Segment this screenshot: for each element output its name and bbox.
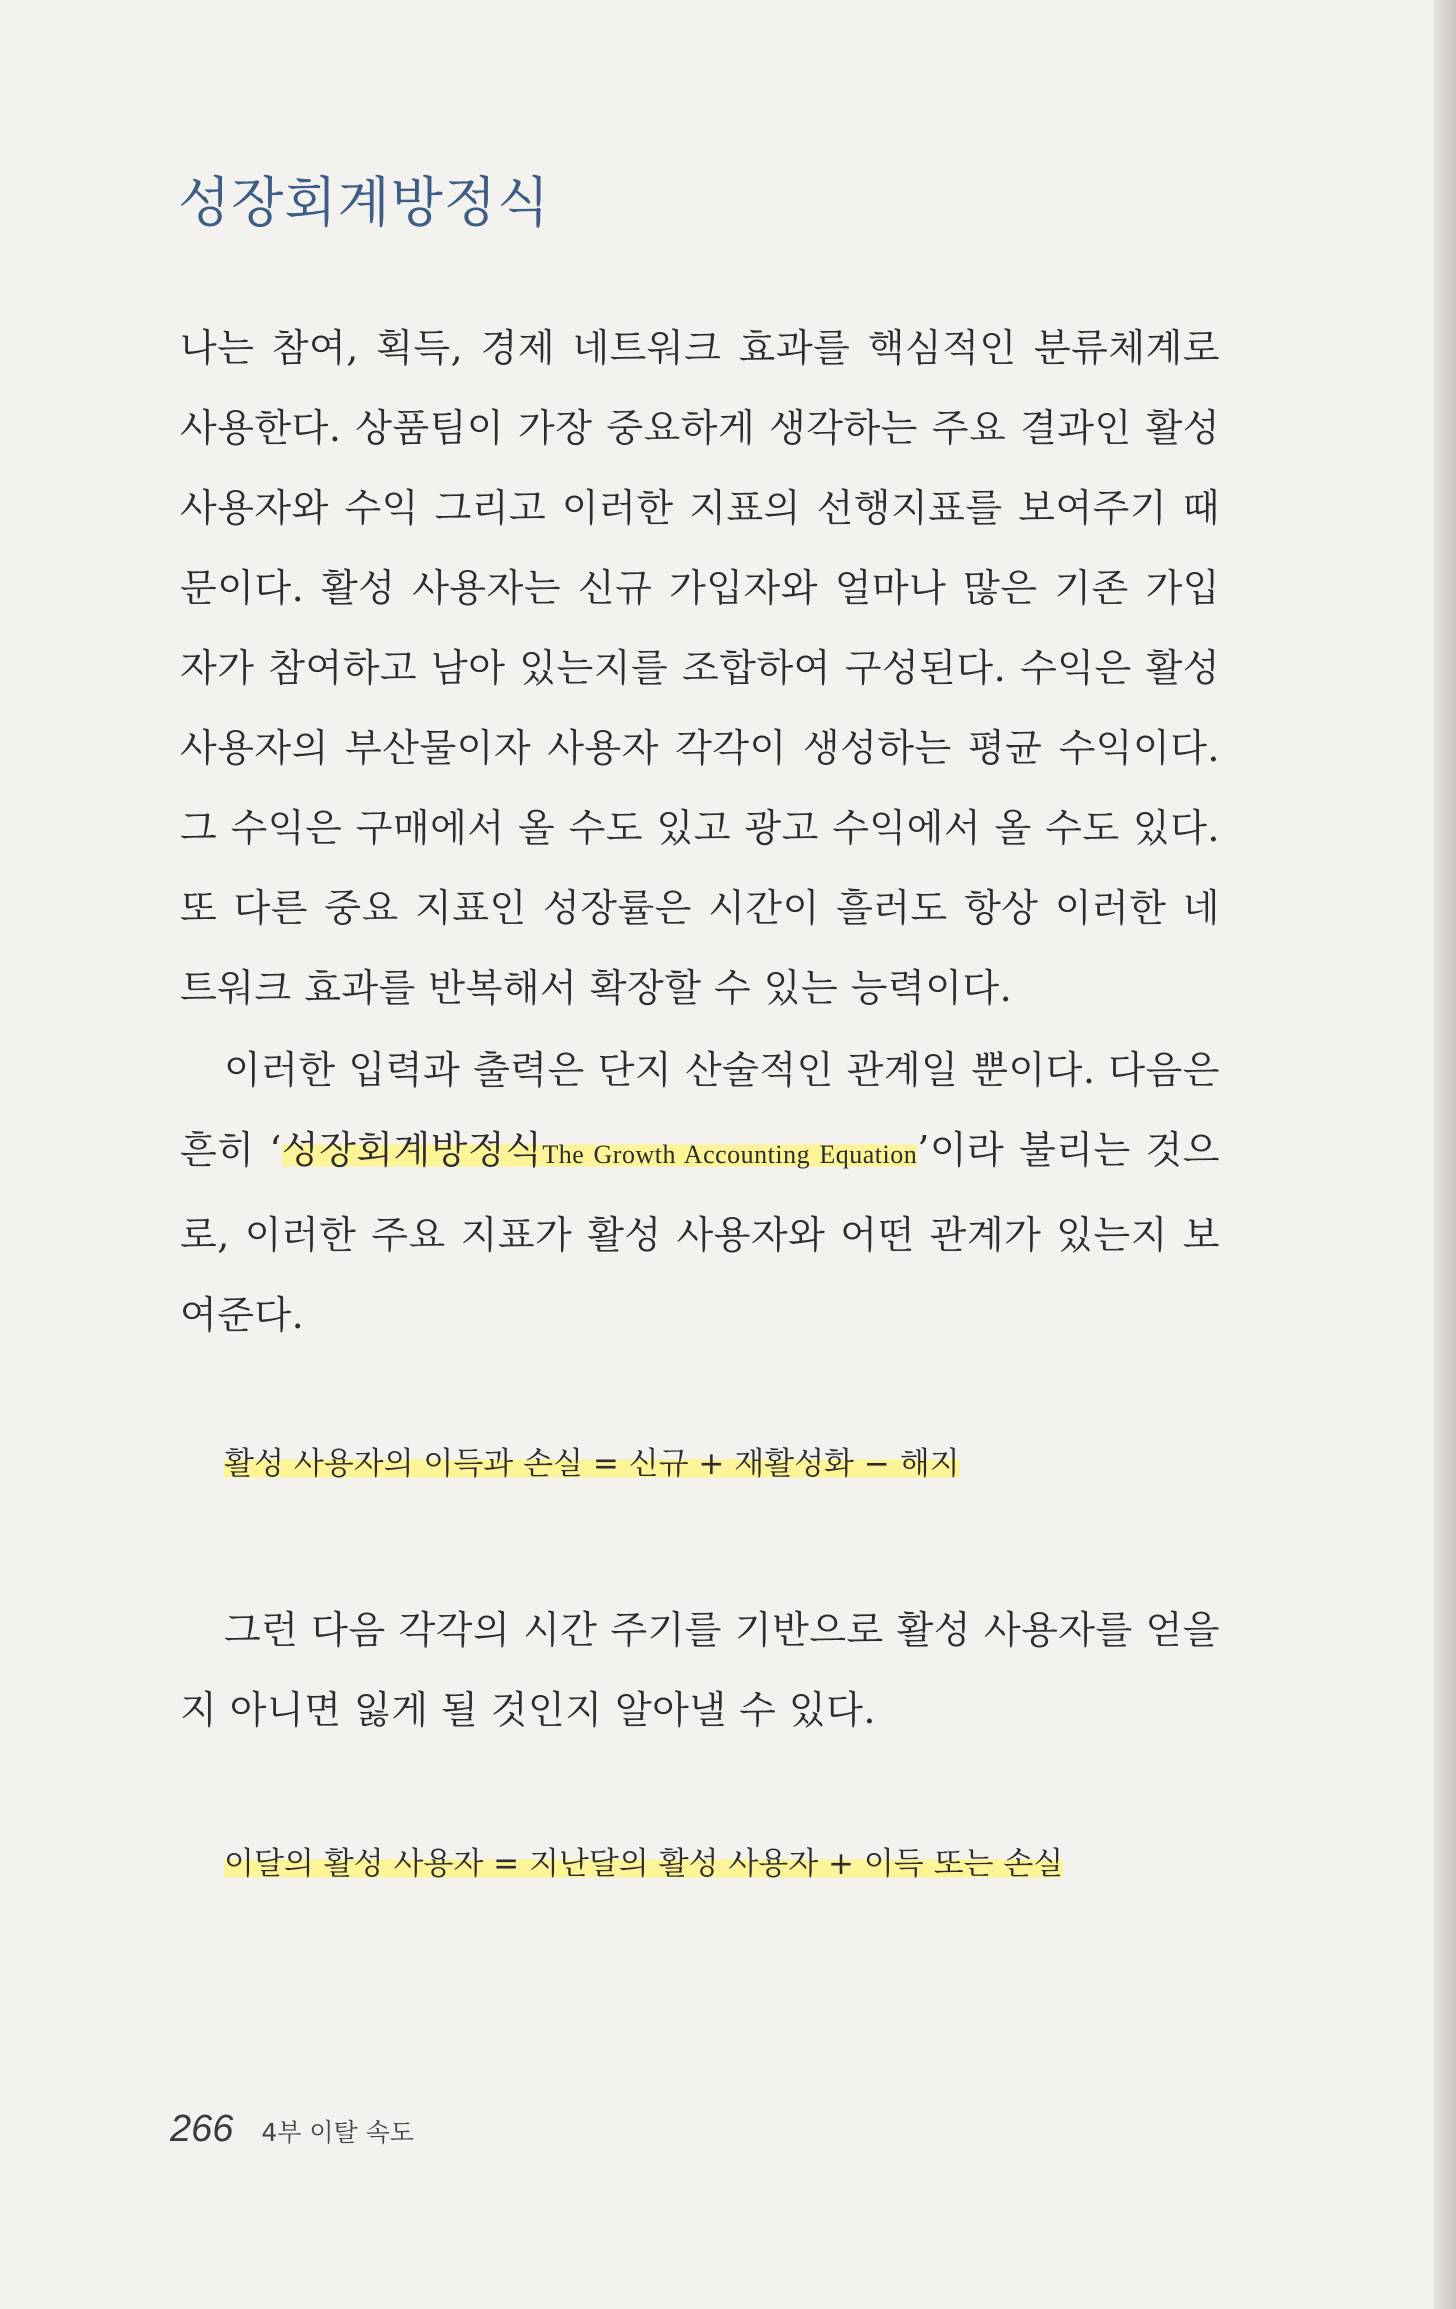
term-english: The Growth Accounting Equation	[542, 1140, 918, 1169]
paragraph-2-text-after: ’이라 불리는 것으로, 이러한 주요 지표가 활성 사용자와 어떤 관계가 있는지 보여준다.	[180, 1128, 1220, 1337]
page-number: 266	[170, 2108, 234, 2150]
body-paragraph-2	[180, 1030, 1220, 1355]
formula-monthly-active	[224, 1838, 1063, 1883]
highlighted-term	[282, 1128, 917, 1172]
paragraph-2-text-before: 이러한 입력과 출력은 단지 산술적인 관계일 뿐이다. 다음은 흔히 ‘	[180, 1048, 1220, 1172]
body-paragraph-1: 나는 참여, 획득, 경제 네트워크 효과를 핵심적인 분류체계로 사용한다. 상품팀이 가장 중요하게 생각하는 주요 결과인 활성 사용자와 수익 그리고 이러한 지표의 선행지표를 보여주기 때문이다. 활성 사용자는 신규 가입자와 얼마나 많은 기존 가입자가 참여하고 남아 있는지를 조합하여 구성된다. 수익은 활성 사용자의 부산물이자 사용자 각각이 생성하는 평균 수익이다. 그 수익은 구매에서 올 수도 있고 광고 수익에서 올 수도 있다. 또 다른 중요 지표인 성장률은 시간이 흘러도 항상 이러한 네트워크 효과를 반복해서 확장할 수 있는 능력이다.	[180, 326, 1220, 1010]
formula-gain-loss-text: 활성 사용자의 이득과 손실 = 신규 + 재활성화 − 해지	[224, 1446, 960, 1482]
term-korean: 성장회계방정식	[281, 1128, 543, 1172]
section-title: 성장회계방정식	[178, 171, 551, 234]
formula-gain-loss	[224, 1438, 960, 1483]
body-paragraph-3: 그런 다음 각각의 시간 주기를 기반으로 활성 사용자를 얻을지 아니면 잃게 될 것인지 알아낼 수 있다.	[180, 1608, 1220, 1732]
formula-monthly-active-text: 이달의 활성 사용자 = 지난달의 활성 사용자 + 이득 또는 손실	[224, 1846, 1064, 1882]
page-footer	[170, 2108, 414, 2151]
section-label: 4부 이탈 속도	[261, 2118, 414, 2147]
page-edge	[1434, 0, 1456, 2309]
